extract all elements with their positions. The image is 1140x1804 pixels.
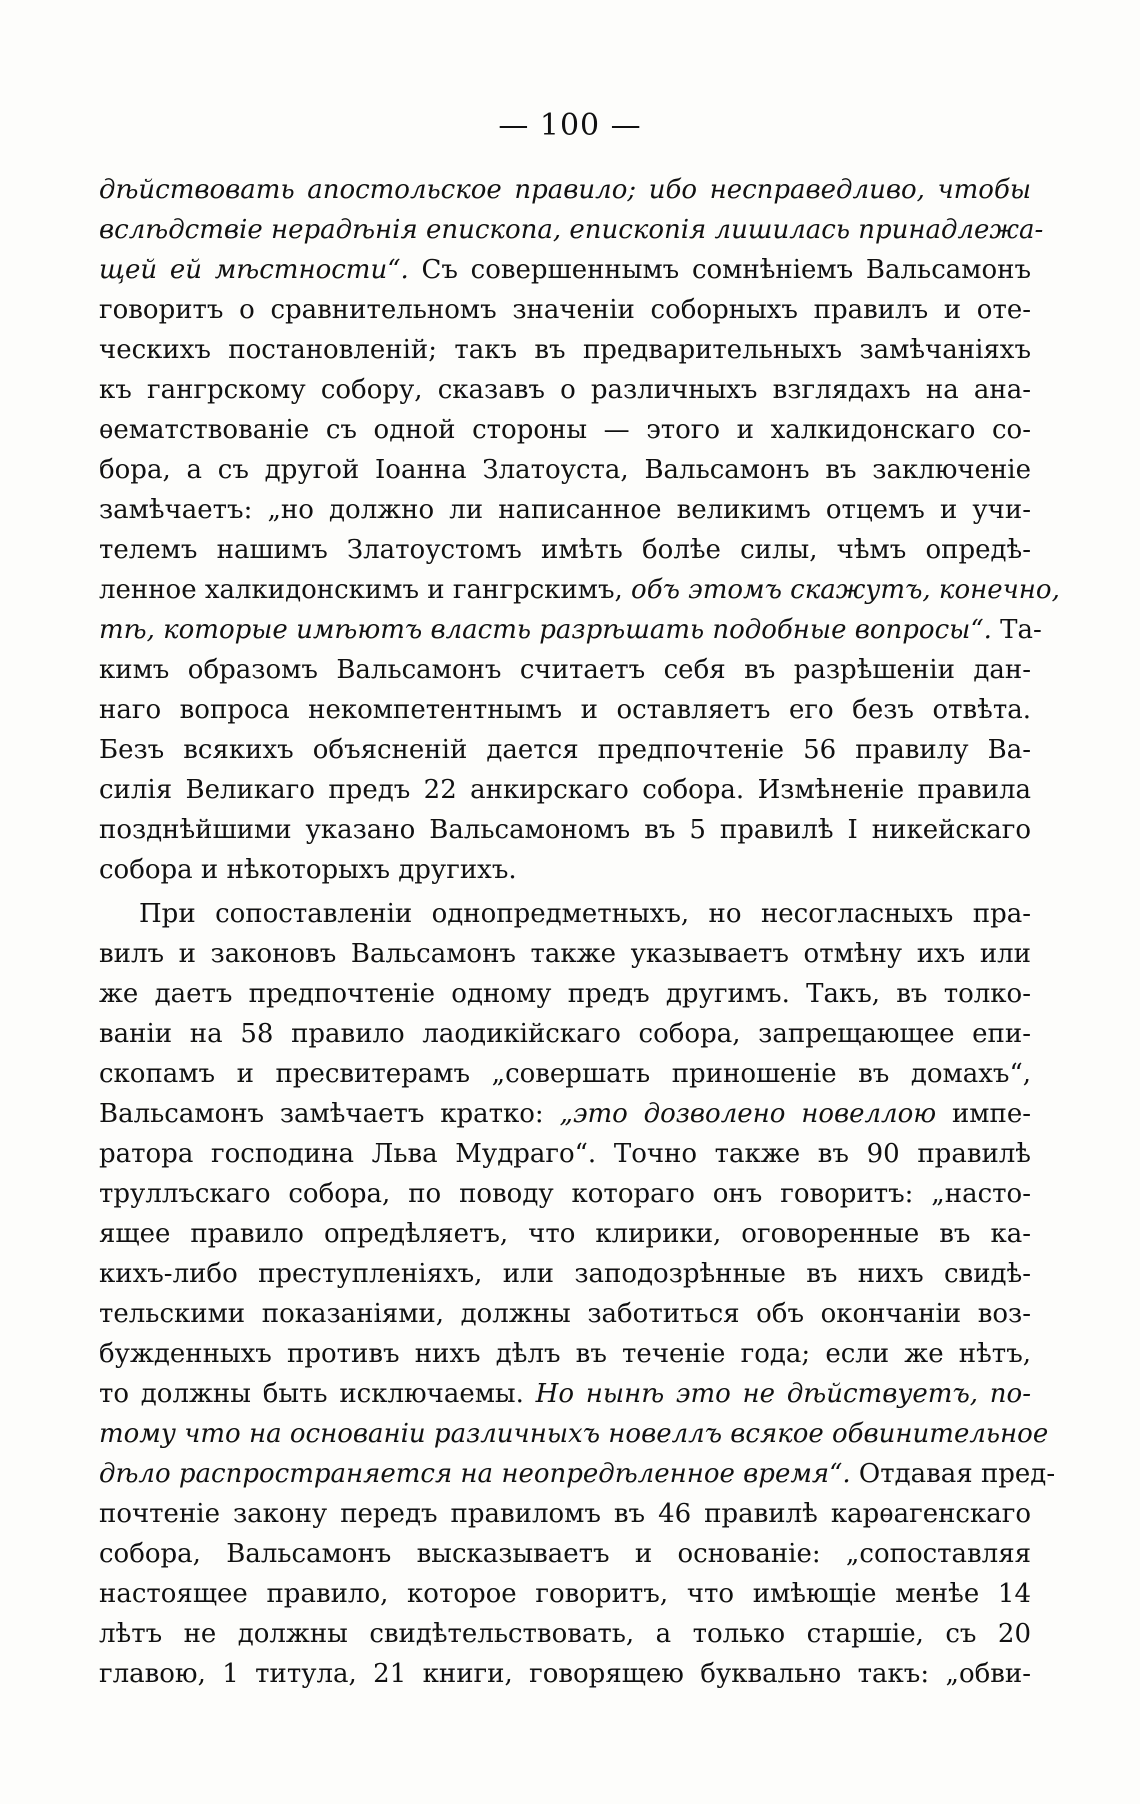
- page-number: — 100 —: [498, 108, 642, 143]
- text-line: [99, 850, 1031, 890]
- italic-text: дѣло распространяется на неопредѣленное время“.: [99, 1459, 851, 1489]
- text-line: [99, 1414, 1049, 1454]
- text-segment: ящее правило опредѣляетъ, что клирики, оговоренные въ ка-: [99, 1219, 1031, 1249]
- text-line: [99, 1534, 1031, 1574]
- text-line: [99, 250, 1031, 290]
- paragraph: [99, 170, 1060, 890]
- text-segment: главою, 1 титула, 21 книги, говорящею буквально такъ: „обви-: [99, 1659, 1031, 1689]
- text-segment: ѳематствованіе съ одной стороны — этого и халкидонскаго со-: [99, 415, 1031, 445]
- text-segment: При сопоставленіи однопредметныхъ, но несогласныхъ пра-: [139, 899, 1031, 929]
- text-line: [99, 1494, 1031, 1534]
- text-segment: позднѣйшими указано Вальсамономъ въ 5 правилѣ I никейскаго: [99, 815, 1031, 845]
- italic-text: дѣйствовать апостольское правило; ибо несправедливо, чтобы: [99, 175, 1031, 205]
- text-segment: вилъ и законовъ Вальсамонъ также указываетъ отмѣну ихъ или: [99, 939, 1031, 969]
- text-segment: говоритъ о сравнительномъ значеніи соборныхъ правилъ и оте-: [99, 295, 1031, 325]
- text-segment: труллъскаго собора, по поводу котораго онъ говоритъ: „насто-: [99, 1179, 1031, 1209]
- text-line: [99, 1614, 1031, 1654]
- text-segment: Вальсамонъ замѣчаетъ кратко:: [99, 1099, 560, 1129]
- text-segment: замѣчаетъ: „но должно ли написанное великимъ отцемъ и учи-: [99, 495, 1031, 525]
- text-line: [99, 490, 1031, 530]
- text-line: [99, 1094, 1031, 1134]
- italic-text: щей ей мѣстности“.: [99, 255, 409, 285]
- text-line: [99, 690, 1031, 730]
- text-line: [99, 410, 1031, 450]
- text-segment: бужденныхъ противъ нихъ дѣлъ въ теченіе года; если же нѣтъ,: [99, 1339, 1031, 1369]
- text-line: [99, 894, 1031, 934]
- text-segment: собора, Вальсамонъ высказываетъ и основаніе: „сопоставляя: [99, 1539, 1031, 1569]
- text-line: [99, 290, 1031, 330]
- italic-text: объ этомъ скажутъ, конечно,: [631, 575, 1060, 605]
- text-line: [99, 770, 1031, 810]
- text-line: [99, 1334, 1031, 1374]
- text-line: [99, 1254, 1031, 1294]
- text-line: [99, 450, 1031, 490]
- text-segment: же даетъ предпочтеніе одному предъ другимъ. Такъ, въ толко-: [99, 979, 1031, 1009]
- text-segment: собора и нѣкоторыхъ другихъ.: [99, 855, 517, 885]
- text-segment: бора, а съ другой Іоанна Златоуста, Вальсамонъ въ заключеніе: [99, 455, 1031, 485]
- body-text: [99, 170, 1060, 1694]
- italic-text: тѣ, которые имѣютъ власть разрѣшать подобные вопросы“.: [99, 615, 992, 645]
- text-segment: ленное халкидонскимъ и гангрскимъ,: [99, 575, 632, 605]
- text-segment: тельскими показаніями, должны заботиться объ окончаніи воз-: [99, 1299, 1031, 1329]
- text-segment: то должны быть исключаемы.: [99, 1379, 536, 1409]
- text-segment: кихъ-либо преступленіяхъ, или заподозрѣнные въ нихъ свидѣ-: [99, 1259, 1031, 1289]
- text-segment: къ гангрскому собору, сказавъ о различныхъ взглядахъ на ана-: [99, 375, 1031, 405]
- text-line: [99, 1014, 1031, 1054]
- text-segment: кимъ образомъ Вальсамонъ считаетъ себя въ разрѣшеніи дан-: [99, 655, 1031, 685]
- text-segment: ческихъ постановленій; такъ въ предварительныхъ замѣчаніяхъ: [99, 335, 1031, 365]
- text-segment: ваніи на 58 правило лаодикійскаго собора, запрещающее епи-: [99, 1019, 1031, 1049]
- text-line: [99, 810, 1031, 850]
- text-line: [99, 170, 1031, 210]
- text-line: [99, 330, 1031, 370]
- text-segment: телемъ нашимъ Златоустомъ имѣть болѣе силы, чѣмъ опредѣ-: [99, 535, 1031, 565]
- text-line: [99, 1574, 1031, 1614]
- paragraph: [99, 894, 1056, 1694]
- text-line: [99, 370, 1031, 410]
- text-line: [99, 1454, 1056, 1494]
- text-line: [99, 1134, 1031, 1174]
- text-line: [99, 1294, 1031, 1334]
- text-segment: силія Великаго предъ 22 анкирскаго собора. Измѣненіе правила: [99, 775, 1031, 805]
- text-segment: почтеніе закону передъ правиломъ въ 46 правилѣ карѳагенскаго: [99, 1499, 1031, 1529]
- italic-text: тому что на основаніи различныхъ новеллъ всякое обвинительное: [99, 1419, 1049, 1449]
- text-segment: импе-: [936, 1099, 1031, 1129]
- text-line: [99, 1654, 1031, 1694]
- text-segment: лѣтъ не должны свидѣтельствовать, а только старшіе, съ 20: [99, 1619, 1031, 1649]
- text-segment: ратора господина Льва Мудраго“. Точно также въ 90 правилѣ: [99, 1139, 1031, 1169]
- text-segment: скопамъ и пресвитерамъ „совершать приношеніе въ домахъ“,: [99, 1059, 1031, 1089]
- text-line: [99, 570, 1060, 610]
- text-segment: Безъ всякихъ объясненій дается предпочтеніе 56 правилу Ва-: [99, 735, 1031, 765]
- text-segment: Та-: [991, 615, 1042, 645]
- text-line: [99, 1054, 1031, 1094]
- text-line: [99, 1374, 1031, 1414]
- text-line: [99, 1214, 1031, 1254]
- text-line: [99, 1174, 1031, 1214]
- italic-text: „это дозволено новеллою: [559, 1099, 937, 1129]
- text-line: [99, 730, 1031, 770]
- text-segment: настоящее правило, которое говоритъ, что имѣющіе менѣе 14: [99, 1579, 1031, 1609]
- text-line: [99, 530, 1031, 570]
- text-line: [99, 610, 1042, 650]
- text-segment: Отдавая пред-: [850, 1459, 1056, 1489]
- text-segment: наго вопроса некомпетентнымъ и оставляетъ его безъ отвѣта.: [99, 695, 1031, 725]
- text-line: [99, 974, 1031, 1014]
- text-line: [99, 934, 1031, 974]
- text-line: [99, 210, 1044, 250]
- italic-text: вслѣдствіе нерадѣнія епископа, епископія лишилась принадлежа-: [99, 215, 1044, 245]
- text-line: [99, 650, 1031, 690]
- text-segment: Съ совершеннымъ сомнѣніемъ Вальсамонъ: [408, 255, 1032, 285]
- italic-text: Но нынѣ это не дѣйствуетъ, по-: [535, 1379, 1031, 1409]
